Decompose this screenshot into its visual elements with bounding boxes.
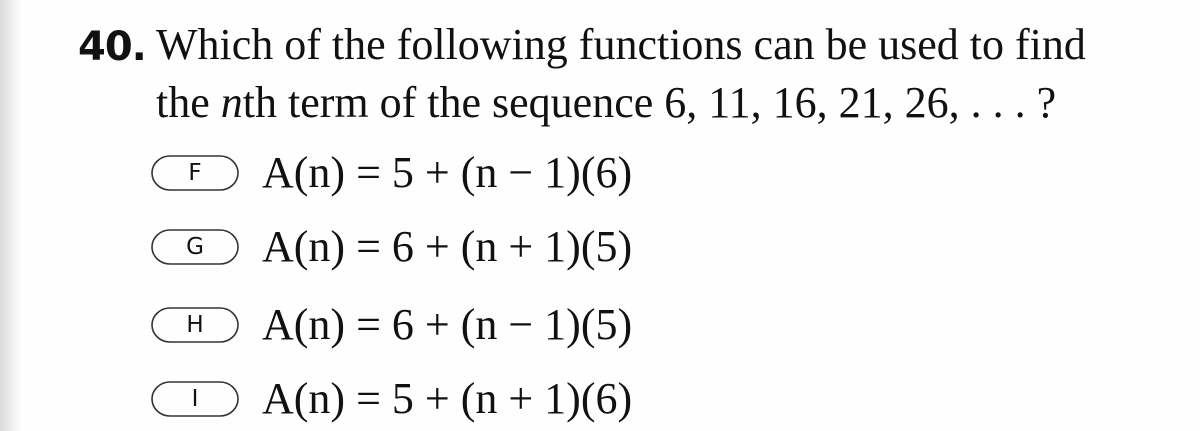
- answer-bubble-i[interactable]: [150, 379, 240, 419]
- question-text-line-1: Which of the following functions can be used to find: [156, 20, 1086, 69]
- question-number: 40.: [78, 24, 146, 70]
- answer-letter-g: G: [186, 234, 204, 260]
- answer-formula-f: A(n) = 5 + (n − 1)(6): [262, 148, 633, 197]
- page-edge-shadow: [0, 0, 22, 431]
- answer-choice-h[interactable]: [150, 300, 632, 350]
- answer-letter-i: I: [191, 386, 199, 412]
- answer-bubble-h[interactable]: [150, 305, 240, 345]
- answer-formula-i: A(n) = 5 + (n + 1)(6): [262, 374, 633, 423]
- answer-choice-g[interactable]: [150, 222, 632, 272]
- answer-letter-h: H: [186, 312, 204, 338]
- answer-choice-i[interactable]: [150, 374, 632, 424]
- question-text-suffix: th term of the sequence 6, 11, 16, 21, 26, . . . ?: [242, 78, 1057, 127]
- answer-bubble-f[interactable]: [150, 153, 240, 193]
- answer-formula-h: A(n) = 6 + (n − 1)(5): [262, 300, 633, 349]
- question-text-variable: n: [220, 78, 243, 127]
- answer-choice-f[interactable]: [150, 148, 632, 198]
- question-text-prefix: the: [156, 78, 221, 127]
- question-text-line-2: [156, 78, 1056, 128]
- answer-formula-g: A(n) = 6 + (n + 1)(5): [262, 222, 633, 271]
- answer-letter-f: F: [188, 160, 202, 186]
- answer-bubble-g[interactable]: [150, 227, 240, 267]
